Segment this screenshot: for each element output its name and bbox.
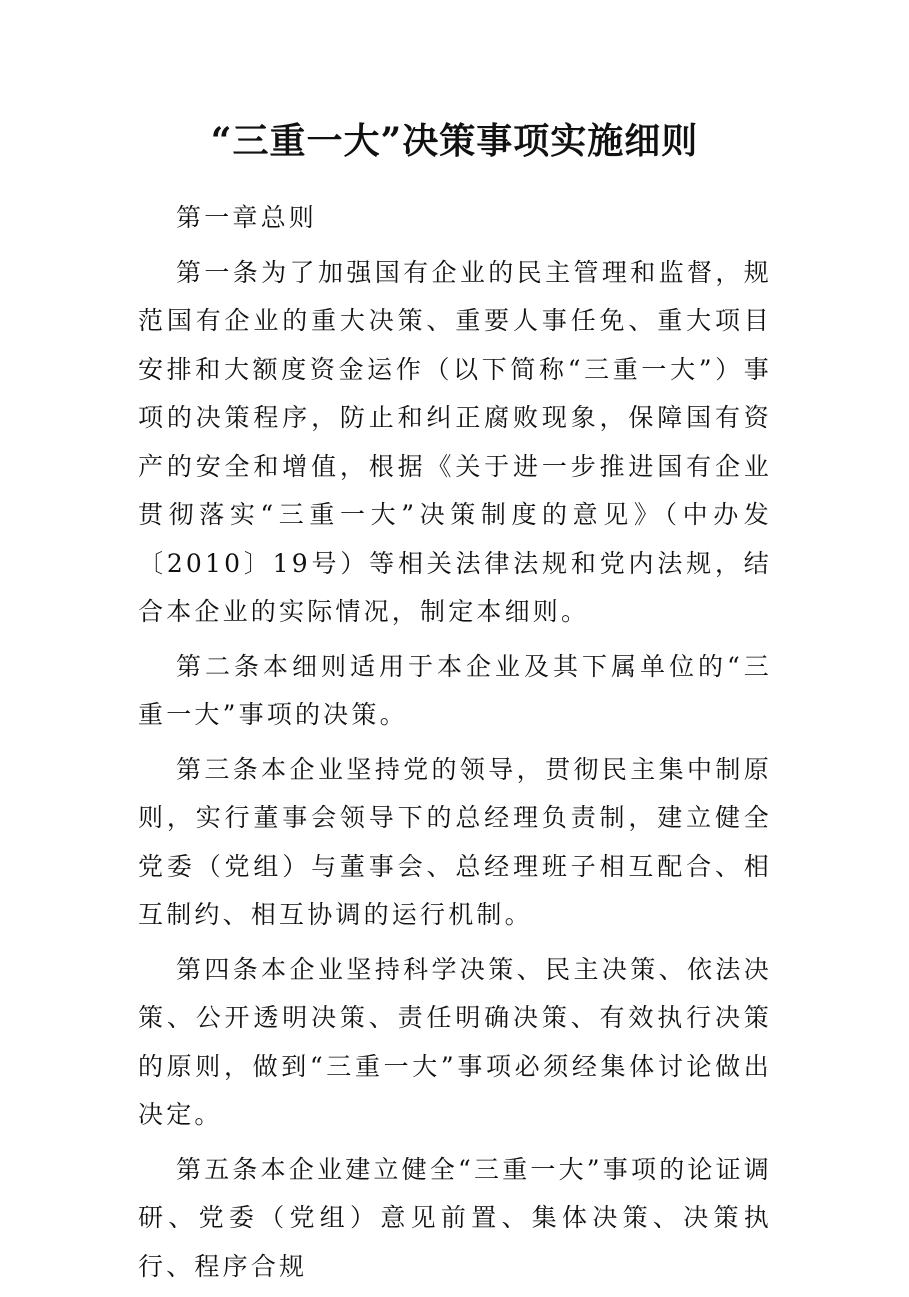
article-4: 第四条本企业坚持科学决策、民主决策、依法决策、公开透明决策、责任明确决策、有效执行决策的原则，做到“三重一大”事项必须经集体讨论做出决定。 [138,954,772,1129]
article-1: 第一条为了加强国有企业的民主管理和监督，规范国有企业的重大决策、重要人事任免、重大项目安排和大额度资金运作（以下简称“三重一大”）事项的决策程序，防止和纠正腐败现象，保障国有资产的安全和增值，根据《关于进一步推进国有企业贯彻落实“三重一大”决策制度的意见》（中办发〔2010〕19号）等相关法律法规和党内法规，结合本企业的实际情况，制定本细则。 [138,257,772,626]
article-3: 第三条本企业坚持党的领导，贯彻民主集中制原则，实行董事会领导下的总经理负责制，建立健全党委（党组）与董事会、总经理班子相互配合、相互制约、相互协调的运行机制。 [138,754,772,929]
document-body [138,194,772,1297]
article-2: 第二条本细则适用于本企业及其下属单位的“三重一大”事项的决策。 [138,651,772,729]
article-5: 第五条本企业建立健全“三重一大”事项的论证调研、党委（党组）意见前置、集体决策、决策执行、程序合规 [138,1154,772,1281]
document-title: “三重一大”决策事项实施细则 [210,120,699,162]
chapter-heading: 第一章总则 [176,203,318,232]
